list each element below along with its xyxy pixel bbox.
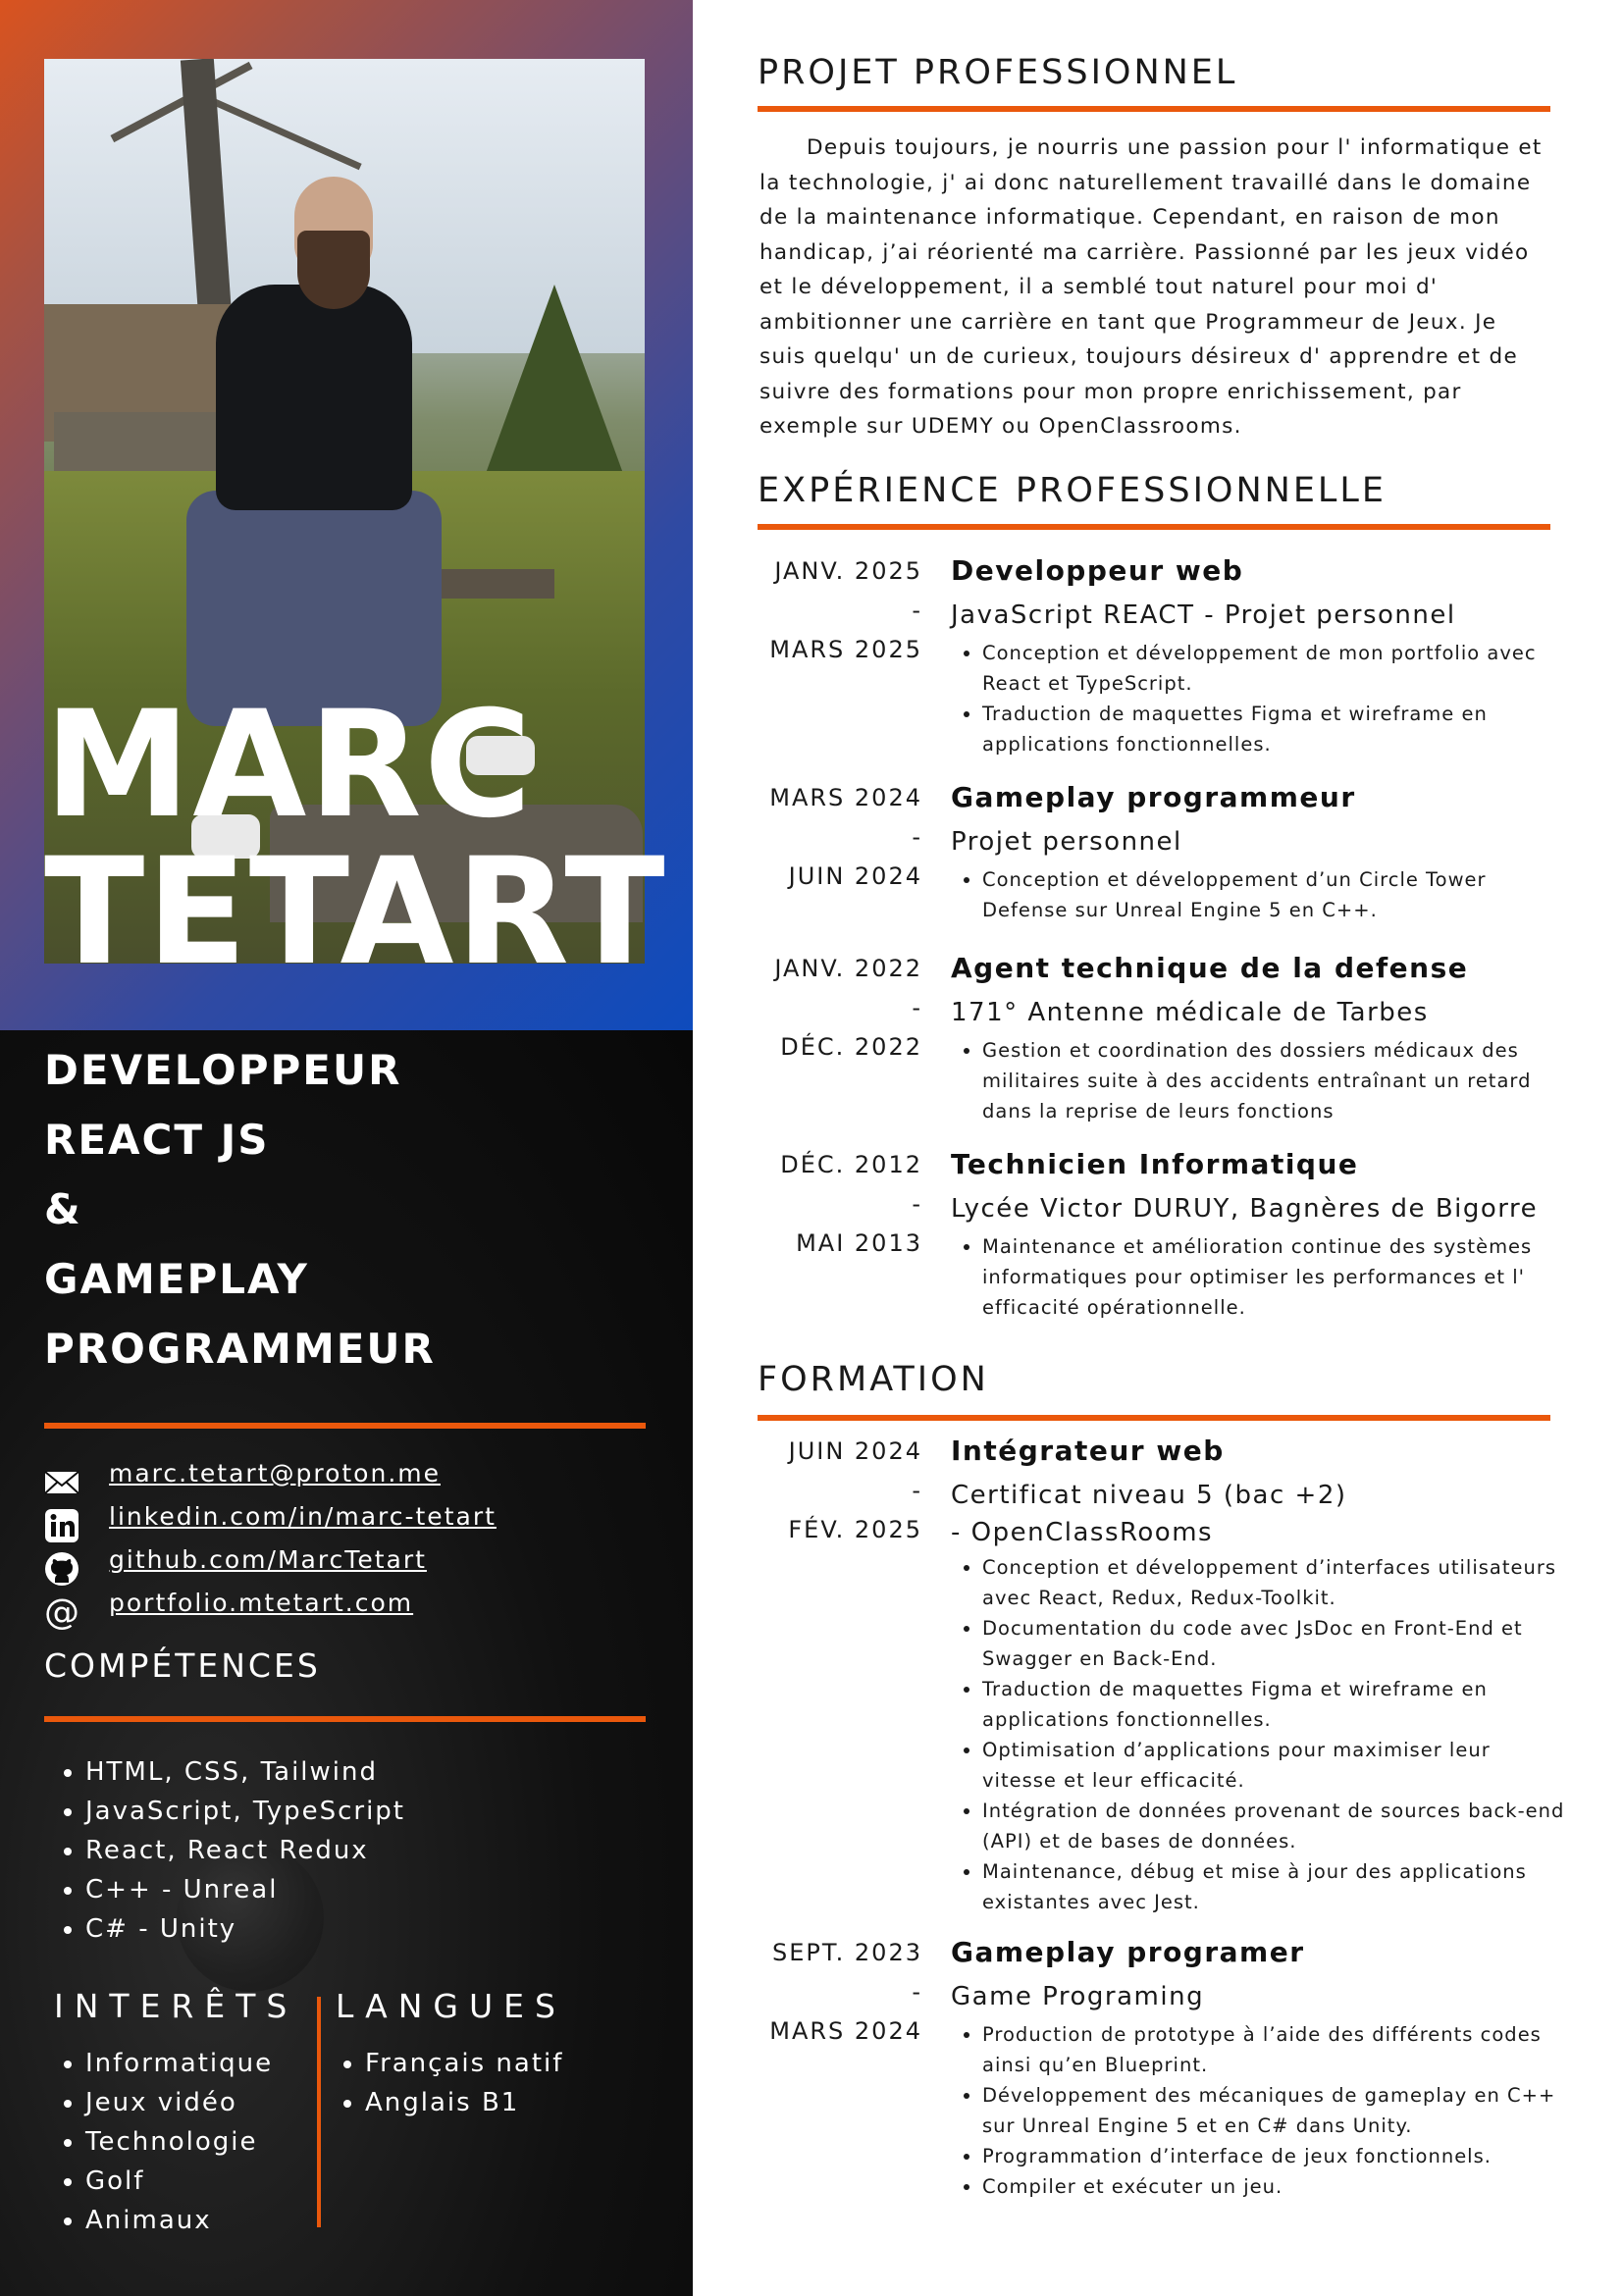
job-title-line: REACT JS [44,1116,270,1164]
date-end: JUIN 2024 [788,862,922,890]
entry-dates [758,551,922,669]
experience-entry [758,551,1550,767]
list-item: • Conception et développement d’interfaces utilisateurs avec React, Redux, Redux-Toolkit. [982,1552,1571,1613]
email-link[interactable]: marc.tetart@proton.me [109,1459,441,1487]
entry-title: Developpeur web [951,554,1244,587]
entry-title: Gameplay programer [951,1936,1305,1968]
list-item: • Programmation d’interface de jeux fonctionnels. [982,2141,1571,2171]
list-item: • C++ - Unreal [85,1870,635,1909]
contact-github [44,1543,653,1587]
list-item: • Intégration de données provenant de sources back-end (API) et de bases de données. [982,1796,1571,1856]
date-start: JUIN 2024 [788,1437,922,1465]
entry-subtitle: Projet personnel [951,827,1182,857]
divider [44,1716,646,1722]
job-title-line: PROGRAMMEUR [44,1325,436,1373]
portfolio-link[interactable]: portfolio.mtetart.com [109,1589,414,1617]
list-item: • C# - Unity [85,1909,635,1949]
entry-bullets [951,1552,1571,1917]
job-title-line: DEVELOPPEUR [44,1046,402,1094]
list-item: • Gestion et coordination des dossiers médicaux des militaires suite à des accidents entraînant un retard dans la reprise de leurs fonctions [982,1035,1571,1126]
contact-email [44,1457,653,1500]
list-item: • Développement des mécaniques de gameplay en C++ sur Unreal Engine 5 et en C# dans Unity. [982,2080,1571,2141]
entry-subtitle: JavaScript REACT - Projet personnel [951,600,1456,630]
linkedin-link[interactable]: linkedin.com/in/marc-tetart [109,1502,497,1531]
contact-list [44,1457,653,1630]
entry-bullets [951,2019,1571,2202]
github-link[interactable]: github.com/MarcTetart [109,1545,427,1574]
date-separator: - [912,823,922,851]
sidebar [0,0,693,2296]
list-item: • React, React Redux [85,1831,635,1870]
at-icon [44,1594,79,1630]
date-end: FÉV. 2025 [788,1516,922,1543]
list-item: • HTML, CSS, Tailwind [85,1752,635,1792]
interests-list [44,2044,350,2240]
entry-bullets [951,1035,1571,1126]
list-item: • Compiler et exécuter un jeu. [982,2171,1571,2202]
first-name: MARC [44,680,534,851]
education-entry [758,1933,1556,2227]
contact-linkedin [44,1500,653,1543]
list-item: • Maintenance, débug et mise à jour des applications existantes avec Jest. [982,1856,1571,1917]
entry-dates [758,1145,922,1263]
entry-subtitle: 171° Antenne médicale de Tarbes [951,998,1429,1027]
date-separator: - [912,1978,922,2006]
experience-entry [758,949,1550,1135]
date-start: JANV. 2022 [774,955,922,982]
candidate-name [44,680,682,998]
list-item: • Conception et développement de mon portfolio avec React et TypeScript. [982,638,1571,699]
list-item: • Conception et développement d’un Circle Tower Defense sur Unreal Engine 5 en C++. [982,864,1571,925]
list-item: • Technologie [85,2122,350,2162]
vertical-divider [317,1997,321,2227]
linkedin-icon [44,1508,79,1543]
languages-heading: LANGUES [336,1987,566,2025]
entry-dates [758,1432,922,1549]
date-separator: - [912,1190,922,1218]
languages-list [324,2044,693,2122]
contact-portfolio [44,1587,653,1630]
divider [758,106,1550,112]
entry-title: Gameplay programmeur [951,781,1356,813]
date-separator: - [912,1477,922,1504]
list-item: • Maintenance et amélioration continue des systèmes informatiques pour optimiser les performances et l' efficacité opérationnelle. [982,1231,1571,1323]
entry-title: Intégrateur web [951,1435,1225,1467]
date-end: MAI 2013 [796,1229,922,1257]
date-end: MARS 2024 [769,2017,922,2045]
list-item: • Documentation du code avec JsDoc en Front-End et Swagger en Back-End. [982,1613,1571,1674]
list-item: • JavaScript, TypeScript [85,1792,635,1831]
list-item: • Français natif [365,2044,693,2083]
list-item: • Traduction de maquettes Figma et wireframe en applications fonctionnelles. [982,699,1571,759]
list-item: • Jeux vidéo [85,2083,350,2122]
skills-list [44,1752,635,1949]
entry-dates [758,778,922,896]
entry-bullets [951,1231,1571,1323]
education-entry [758,1432,1565,1922]
list-item: • Anglais B1 [365,2083,693,2122]
date-end: MARS 2025 [769,636,922,663]
entry-subtitle: Lycée Victor DURUY, Bagnères de Bigorre [951,1194,1539,1224]
project-heading: PROJET PROFESSIONNEL [758,53,1238,92]
list-item: • Informatique [85,2044,350,2083]
entry-dates [758,1933,922,2051]
experience-entry [758,778,1550,935]
job-title-line: & [44,1185,82,1233]
education-heading: FORMATION [758,1360,989,1399]
mail-icon [44,1465,79,1500]
job-title-line: GAMEPLAY [44,1255,309,1303]
divider [44,1423,646,1429]
date-start: JANV. 2025 [774,557,922,585]
interests-heading: INTERÊTS [54,1987,298,2025]
experience-entry [758,1145,1550,1331]
skills-heading: COMPÉTENCES [44,1646,321,1685]
entry-dates [758,949,922,1067]
last-name: TETART [44,827,667,998]
date-start: DÉC. 2012 [780,1151,922,1178]
entry-subtitle: Game Programing [951,1982,1205,2011]
entry-bullets [951,864,1571,925]
date-separator: - [912,597,922,624]
date-start: SEPT. 2023 [771,1939,922,1966]
list-item: • Golf [85,2162,350,2201]
divider [758,1415,1550,1421]
entry-title: Technicien Informatique [951,1148,1359,1180]
svg-text:@: @ [44,1594,79,1630]
list-item: • Animaux [85,2201,350,2240]
project-summary: Depuis toujours, je nourris une passion pour l' informatique et la technologie, j' ai donc naturellement travaillé dans le domaine de la maintenance informatique. Cependant, en raison de mon handicap, j’ai réorienté ma carrière. Passionné par les jeux vidéo et le développement, il a semblé tout naturel pour moi d' ambitionner une carrière en tant que Programmeur de Jeux. Je suis quelqu' un de curieux, toujours désireux d' apprendre et de suivre des formations pour mon propre enrichissement, par exemple sur UDEMY ou OpenClassrooms. [759,135,1543,439]
date-end: DÉC. 2022 [780,1033,922,1061]
job-title [44,1035,653,1383]
github-icon [44,1551,79,1587]
list-item: • Production de prototype à l’aide des différents codes ainsi qu’en Blueprint. [982,2019,1571,2080]
entry-title: Agent technique de la defense [951,952,1469,984]
date-start: MARS 2024 [769,784,922,811]
entry-subtitle: Certificat niveau 5 (bac +2) - OpenClassRooms [951,1481,1347,1547]
experience-heading: EXPÉRIENCE PROFESSIONNELLE [758,471,1387,510]
divider [758,524,1550,530]
date-separator: - [912,994,922,1021]
list-item: • Optimisation d’applications pour maximiser leur vitesse et leur efficacité. [982,1735,1571,1796]
list-item: • Traduction de maquettes Figma et wireframe en applications fonctionnelles. [982,1674,1571,1735]
entry-bullets [951,638,1571,759]
